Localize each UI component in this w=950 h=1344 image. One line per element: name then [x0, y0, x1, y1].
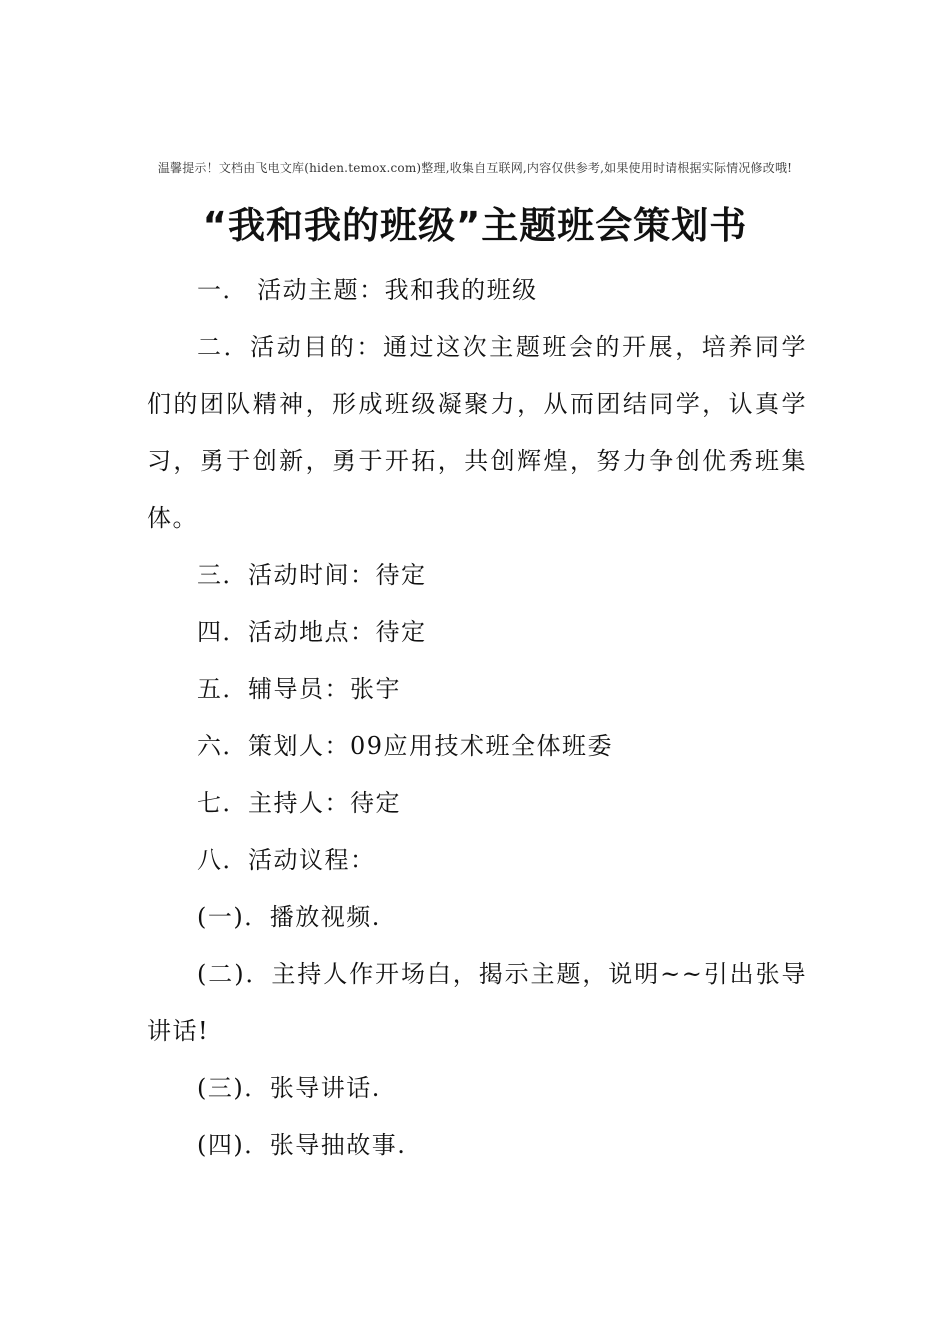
paragraph-agenda: 八．活动议程： [197, 846, 376, 874]
paragraph-theme: 一． 活动主题：我和我的班级 [197, 276, 538, 304]
agenda-item-4: (四)．张导抽故事. [197, 1131, 407, 1159]
agenda-item-2: (二)．主持人作开场白，揭示主题，说明~~引出张导讲话! [147, 960, 807, 1045]
paragraph-planner: 六．策划人：09应用技术班全体班委 [197, 732, 614, 760]
paragraph-location: 四．活动地点：待定 [197, 618, 427, 646]
agenda-item-1: (一)．播放视频. [197, 903, 381, 931]
paragraph-time: 三．活动时间：待定 [197, 561, 427, 589]
document-body [147, 262, 807, 1174]
paragraph-counselor: 五．辅导员：张宇 [197, 675, 401, 703]
document-title: “我和我的班级”主题班会策划书 [202, 204, 748, 247]
agenda-item-3: (三)．张导讲话. [197, 1074, 381, 1102]
paragraph-host: 七．主持人：待定 [197, 789, 401, 817]
paragraph-purpose: 二．活动目的：通过这次主题班会的开展，培养同学们的团队精神，形成班级凝聚力，从而团结同学，认真学习，勇于创新，勇于开拓，共创辉煌，努力争创优秀班集体。 [147, 333, 807, 532]
header-notice: 温馨提示！文档由飞电文库(hiden.temox.com)整理,收集自互联网,内容仅供参考,如果使用时请根据实际情况修改哦! [157, 161, 793, 175]
